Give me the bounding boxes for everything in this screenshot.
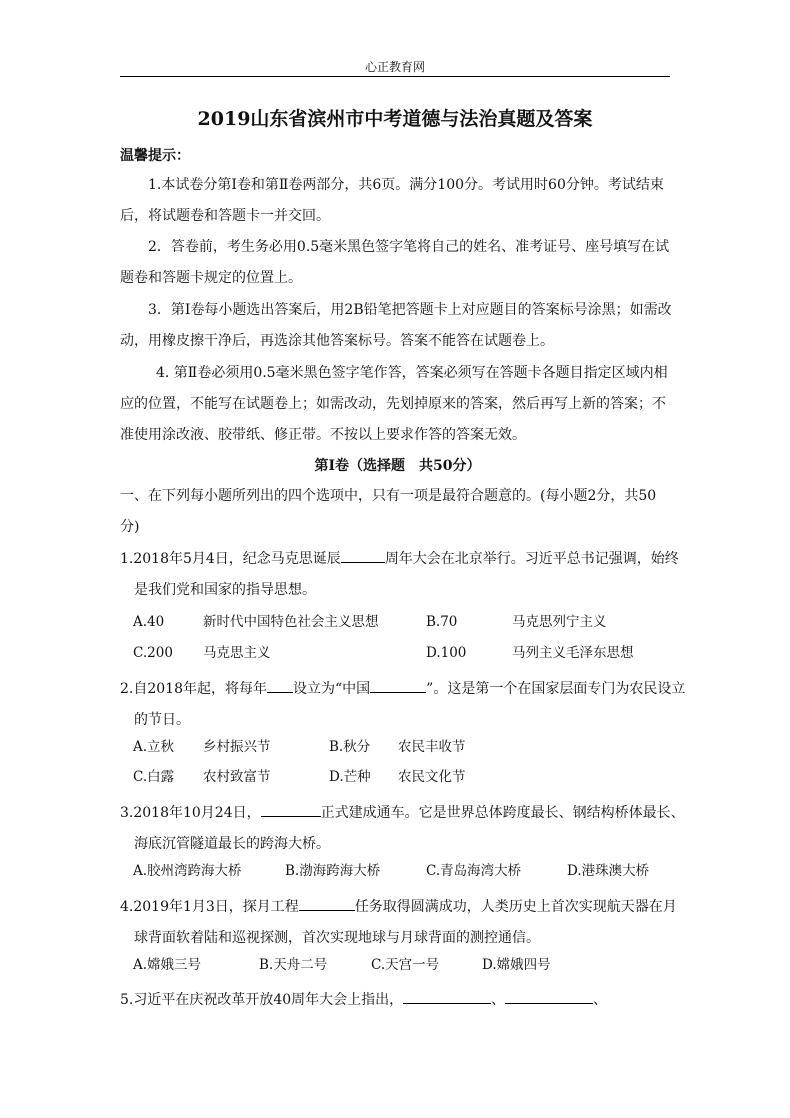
section-intro: 一、在下列每小题所列出的四个选项中，只有一项是最符合题意的。(每小题2分，共50分) (120, 488, 657, 535)
q4-option-c: C.天宫一号 (371, 957, 440, 973)
tip-1: 1.本试卷分第Ⅰ卷和第Ⅱ卷两部分，共6页。满分100分。考试用时60分钟。考试结束后，将试题卷和答题卡一并交回。 (120, 177, 664, 224)
answer-blank (267, 680, 293, 693)
q3-option-b: B.渤海跨海大桥 (285, 863, 381, 879)
q1-option-d-text: 马列主义毛泽东思想 (512, 645, 634, 661)
q2-option-d-label: D.芒种 (329, 769, 371, 785)
q1-option-b-label: B.70 (426, 614, 458, 630)
q4-option-d: D.嫦娥四号 (482, 957, 551, 973)
q2-option-c-text: 农村致富节 (203, 769, 271, 785)
question-1: 1.2018年5月4日，纪念马克思诞辰 周年大会在北京举行。习近平总书记强调，始终是我们党和国家的指导思想。 (120, 551, 679, 598)
q3-option-a: A.胶州湾跨海大桥 (133, 863, 242, 879)
q1-option-c-label: C.200 (133, 645, 173, 661)
document-title: 2019山东省滨州市中考道德与法治真题及答案 (197, 108, 593, 130)
q1-option-d-label: D.100 (426, 645, 467, 661)
answer-blank (341, 550, 385, 563)
question-4: 4.2019年1月3日，探月工程 任务取得圆满成功，人类历史上首次实现航天器在月球背面软着陆和巡视探测，首次实现地球与月球背面的测控通信。 (120, 899, 677, 946)
q1-option-a-label: A.40 (133, 614, 165, 630)
question-5: 5.习近平在庆祝改革开放40周年大会上指出， 、 、 (120, 992, 608, 1008)
tip-4: 4. 第Ⅱ卷必须用0.5毫米黑色签字笔作答，答案必须写在答题卡各题目指定区域内相应的位置，不能写在试题卷上；如需改动，先划掉原来的答案，然后再写上新的答案；不准使用涂改液、胶带纸、修正带。不按以上要求作答的答案无效。 (120, 365, 668, 443)
q1-option-b-text: 马克思列宁主义 (512, 614, 607, 630)
q2-option-b-text: 农民丰收节 (398, 739, 466, 755)
q2-option-a-label: A.立秋 (133, 739, 175, 755)
q2-option-d-text: 农民文化节 (398, 769, 466, 785)
header-divider (120, 76, 670, 77)
q4-option-b: B.天舟二号 (259, 957, 328, 973)
q2-option-a-text: 乡村振兴节 (203, 739, 271, 755)
answer-blank (261, 804, 321, 817)
q3-option-d: D.港珠澳大桥 (567, 863, 650, 879)
answer-blank (370, 680, 426, 693)
section-title: 第Ⅰ卷（选择题 共50分） (314, 458, 481, 474)
page-header: 心正教育网 (364, 60, 425, 74)
tips-label: 温馨提示： (120, 148, 190, 164)
q1-option-c-text: 马克思主义 (203, 645, 271, 661)
q4-option-a: A.嫦娥三号 (133, 957, 202, 973)
q3-option-c: C.青岛海湾大桥 (426, 863, 522, 879)
answer-blank (299, 898, 355, 911)
answer-blank (403, 991, 491, 1004)
tip-2: 2．答卷前，考生务必用0.5毫米黑色签字笔将自己的姓名、准考证号、座号填写在试题卷和答题卡规定的位置上。 (120, 239, 670, 286)
q2-option-c-label: C.白露 (133, 769, 175, 785)
q1-option-a-text: 新时代中国特色社会主义思想 (203, 614, 379, 630)
q2-option-b-label: B.秋分 (329, 739, 371, 755)
tip-3: 3．第Ⅰ卷每小题选出答案后，用2B铅笔把答题卡上对应题目的答案标号涂黑；如需改动，用橡皮擦干净后，再选涂其他答案标号。答案不能答在试题卷上。 (120, 302, 672, 349)
answer-blank (505, 991, 593, 1004)
question-2: 2.自2018年起，将每年 设立为“中国 ”。这是第一个在国家层面专门为农民设立的节日。 (120, 681, 686, 728)
question-3: 3.2018年10月24日， 正式建成通车。它是世界总体跨度最长、钢结构桥体最长、海底沉管隧道最长的跨海大桥。 (120, 805, 685, 852)
